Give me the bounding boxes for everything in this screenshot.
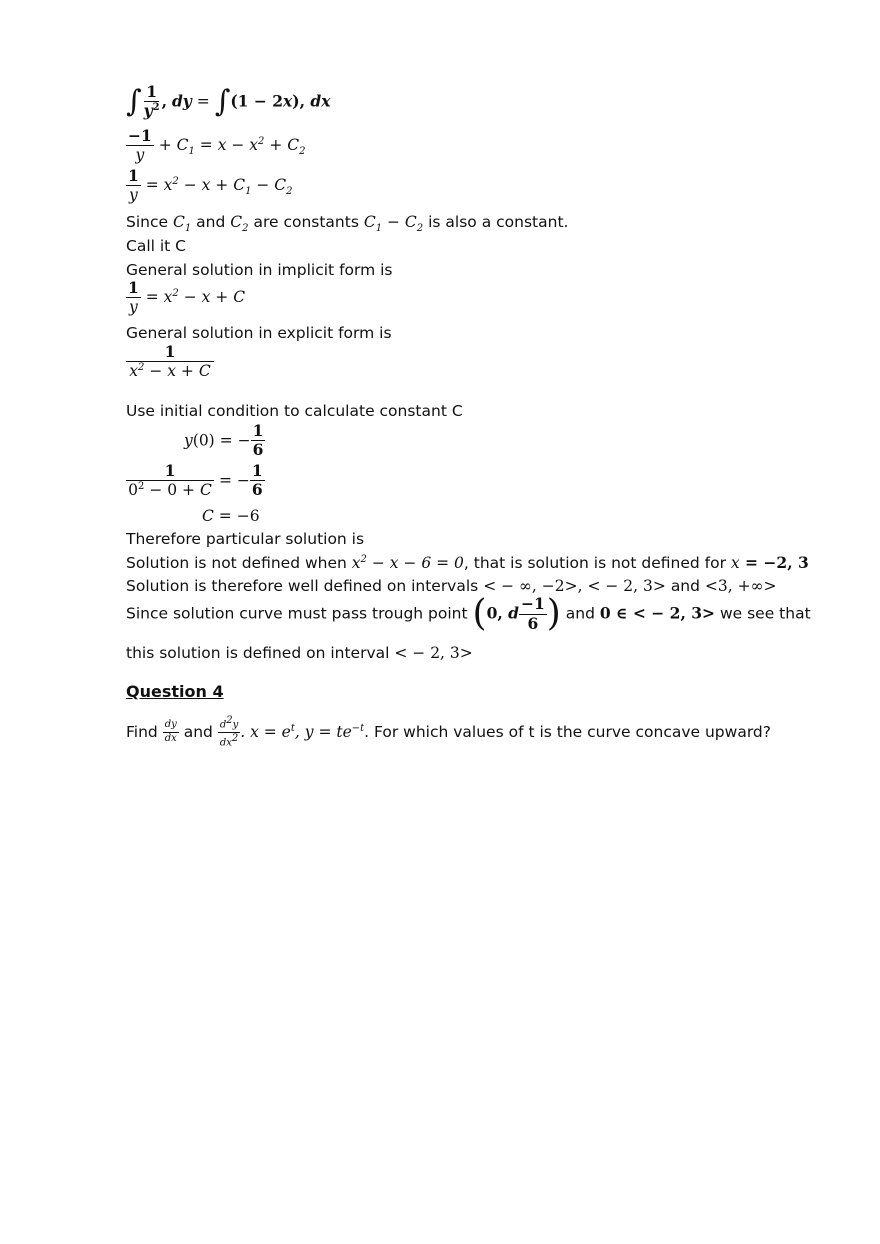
question-find: Find (126, 722, 158, 741)
question-and: and (183, 722, 213, 741)
constant-value: C = −6 (202, 507, 260, 525)
question-heading: Question 4 (126, 682, 224, 701)
since-curve-line: Since solution curve must pass trough point (0, d $\frac{-1}{6}$ ) and 0 ∈ < − 2, 3> we see that (126, 593, 811, 634)
defined-on-text: this solution is defined on interval (126, 644, 390, 662)
defined-interval-line: this solution is defined on interval < − 2, 3> (126, 644, 473, 662)
since-curve-tail: we see that (719, 604, 811, 623)
and-text: and (196, 213, 226, 231)
integral-equation: ∫ $\frac{1}{y^2}$ , dy = ∫(1 − 2x), dx (126, 82, 331, 121)
question-tail: . For which values of t is the curve concave upward? (364, 722, 771, 741)
call-it-c: Call it C (126, 237, 186, 255)
not-defined-text-b: , that is solution is not defined for (463, 554, 726, 572)
substituted-equation: $\frac{1}{0^2 - 0 + C}$ = − $\frac{1}{6}$ (126, 463, 265, 499)
general-implicit-heading: General solution in implicit form is (126, 261, 393, 279)
implicit-solution: $\frac{1}{y}$ = $x^2 - x + C$ (128, 278, 246, 317)
constant-tail-text: is also a constant. (428, 213, 569, 231)
since-curve-text: Since solution curve must pass trough point (126, 604, 468, 623)
since-curve-and: and (565, 604, 595, 623)
since-text: Since (126, 213, 169, 231)
question-text: Find $\frac{dy}{dx}$ and $\frac{d^2y}{dx^2}$ . $x = e^t$, $y = te^{-t}$. For which values of t is the curve concave upward? (126, 715, 771, 749)
explicit-solution: $\frac{1}{x^2 - x + C}$ (126, 344, 214, 380)
not-defined-text: Solution is not defined when (126, 554, 347, 572)
initial-condition-heading: Use initial condition to calculate constant C (126, 402, 463, 420)
therefore-line: Therefore particular solution is (126, 530, 365, 548)
constants-sentence: Since $C_1$ and $C_2$ are constants $C_1 - C_2$ is also a constant. (126, 213, 569, 235)
well-defined-and: and (670, 577, 700, 595)
general-explicit-heading: General solution in explicit form is (126, 324, 392, 342)
integrated-equation: $\frac{-1}{y}$ + $C_1 = x - x^2 + C_2$ (128, 126, 306, 165)
well-defined-line: Solution is therefore well defined on intervals < − ∞, −2>, < − 2, 3> and <3, +∞> (126, 577, 777, 595)
not-defined-line: Solution is not defined when $x^2 - x - 6 = 0$, that is solution is not defined for x = −2, 3 (126, 553, 809, 572)
constants-text: are constants (253, 213, 359, 231)
well-defined-text: Solution is therefore well defined on intervals (126, 577, 479, 595)
initial-value: y(0) = − $\frac{1}{6}$ (184, 421, 264, 460)
rearranged-equation: $\frac{1}{y}$ = $x^2 - x + C_1 - C_2$ (128, 166, 293, 205)
